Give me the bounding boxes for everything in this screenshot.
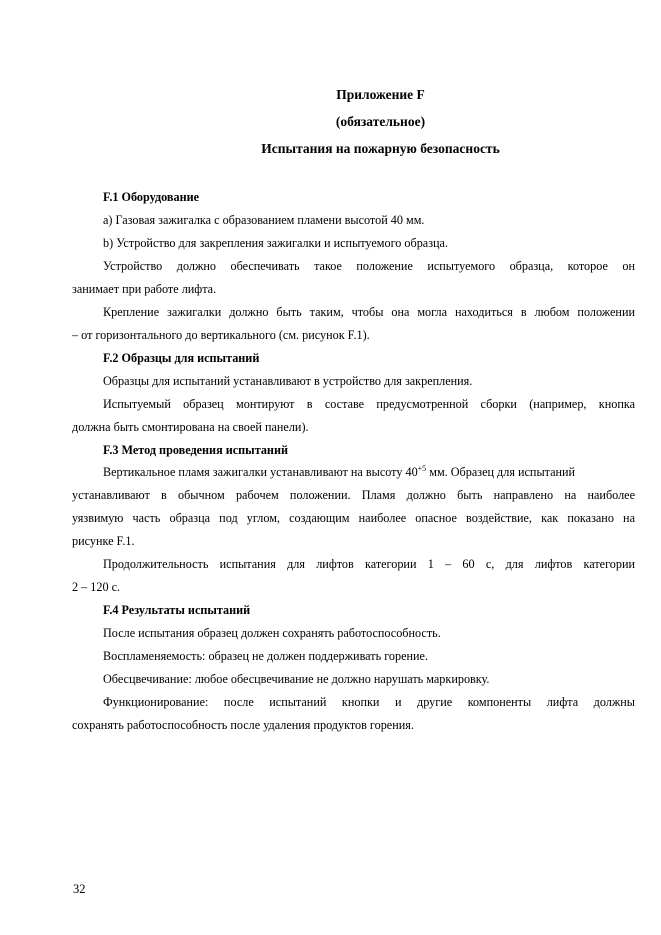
section-heading-f3: F.3 Метод проведения испытаний <box>103 443 288 457</box>
paragraph-line: После испытания образец должен сохранять работоспособность. <box>103 626 441 640</box>
section-heading-f1: F.1 Оборудование <box>103 190 200 204</box>
paragraph-line: – от горизонтального до вертикального (см. рисунок F.1). <box>72 328 370 342</box>
paragraph-line: Испытуемый образец монтируют в составе предусмотренной сборки (например, кнопка <box>103 397 635 411</box>
paragraph-line: Образцы для испытаний устанавливают в устройство для закрепления. <box>103 374 473 388</box>
paragraph-line: устанавливают в обычном рабочем положении. Пламя должно быть направлено на наиболее <box>72 488 635 502</box>
paragraph-line: Крепление зажигалки должно быть таким, чтобы она могла находиться в любом положении <box>103 305 635 319</box>
paragraph-line: занимает при работе лифта. <box>72 282 217 296</box>
paragraph-line: Функционирование: после испытаний кнопки и другие компоненты лифта должны <box>103 695 635 709</box>
paragraph-line: Обесцвечивание: любое обесцвечивание не должно нарушать маркировку. <box>103 672 490 686</box>
paragraph-line: 2 – 120 с. <box>72 580 121 594</box>
paragraph-line: a) Газовая зажигалка с образованием пламени высотой 40 мм. <box>103 213 425 227</box>
appendix-title: Приложение F <box>336 87 425 102</box>
paragraph-line: b) Устройство для закрепления зажигалки и испытуемого образца. <box>103 236 449 250</box>
paragraph-line: Воспламеняемость: образец не должен поддерживать горение. <box>103 649 428 663</box>
flame-height-text: Вертикальное пламя зажигалки устанавливают на высоту $40^{+5}$ мм. Образец для испытаний <box>103 464 576 479</box>
appendix-status: (обязательное) <box>335 114 426 129</box>
paragraph-line: уязвимую часть образца под углом, создающим наиболее опасное воздействие, как показано на <box>72 511 635 525</box>
tolerance-superscript: +5 <box>417 464 427 473</box>
paragraph-line: сохранять работоспособность после удаления продуктов горения. <box>72 718 414 732</box>
paragraph-line: рисунке F.1. <box>72 534 135 548</box>
paragraph-line: Продолжительность испытания для лифтов категории 1 – 60 с, для лифтов категории <box>103 557 635 571</box>
paragraph-line: Устройство должно обеспечивать такое положение испытуемого образца, которое он <box>103 259 635 273</box>
paragraph-line <box>103 465 635 479</box>
paragraph-line: должна быть смонтирована на своей панели). <box>72 420 309 434</box>
section-heading-f2: F.2 Образцы для испытаний <box>103 351 260 365</box>
appendix-subject: Испытания на пожарную безопасность <box>261 141 500 156</box>
section-heading-f4: F.4 Результаты испытаний <box>103 603 251 617</box>
page-number: 32 <box>73 882 86 896</box>
